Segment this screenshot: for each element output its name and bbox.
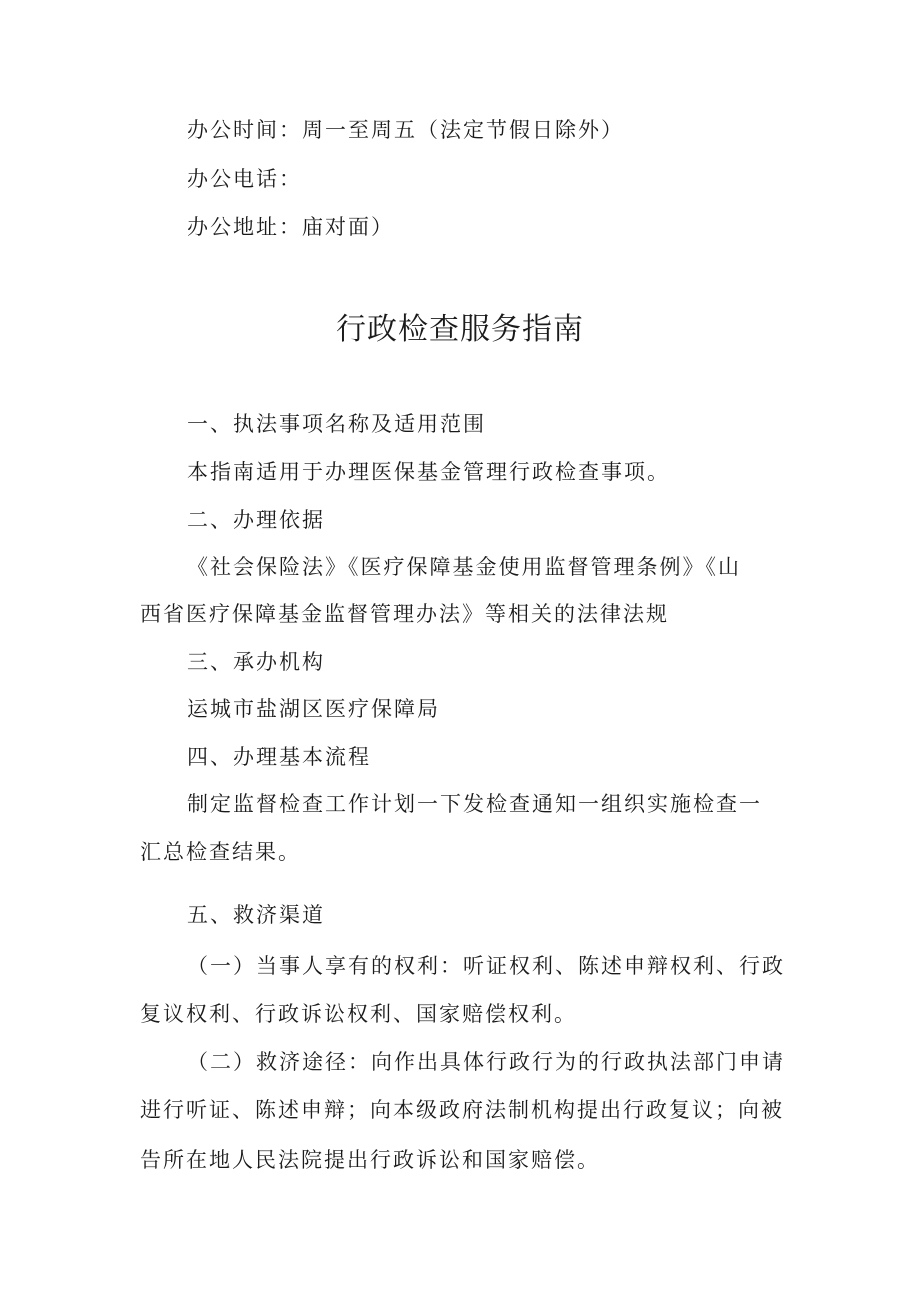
section-5-para-2-line-2: 进行听证、陈述申辩；向本级政府法制机构提出行政复议；向被 (140, 1098, 784, 1122)
section-2-text-line-1: 《社会保险法》《医疗保障基金使用监督管理条例》《山 (187, 555, 741, 579)
section-5-para-1-line-2: 复议权利、行政诉讼权利、国家赔偿权利。 (140, 1002, 577, 1026)
section-4-text-line-1: 制定监督检查工作计划一下发检查通知一组织实施检查一 (187, 792, 762, 816)
section-2-heading: 二、办理依据 (187, 508, 325, 532)
office-phone: 办公电话： (187, 167, 302, 191)
office-address: 办公地址：庙对面） (187, 215, 394, 239)
section-3-text: 运城市盐湖区医疗保障局 (187, 697, 440, 721)
section-3-heading: 三、承办机构 (187, 650, 325, 674)
document-title: 行政检查服务指南 (336, 312, 584, 347)
section-5-para-2-line-1: （二）救济途径：向作出具体行政行为的行政执法部门申请 (187, 1050, 785, 1074)
section-5-para-2-line-3: 告所在地人民法院提出行政诉讼和国家赔偿。 (140, 1148, 600, 1172)
section-2-text-line-2: 西省医疗保障基金监督管理办法》等相关的法律法规 (140, 602, 669, 626)
section-5-heading: 五、救济渠道 (187, 903, 325, 927)
section-4-heading: 四、办理基本流程 (187, 745, 371, 769)
section-1-text: 本指南适用于办理医保基金管理行政检查事项。 (187, 460, 670, 484)
section-1-heading: 一、执法事项名称及适用范围 (187, 412, 486, 436)
office-hours: 办公时间：周一至周五（法定节假日除外） (187, 118, 624, 142)
section-5-para-1-line-1: （一）当事人享有的权利：听证权利、陈述申辩权利、行政 (187, 954, 785, 978)
section-4-text-line-2: 汇总检查结果。 (140, 840, 301, 864)
